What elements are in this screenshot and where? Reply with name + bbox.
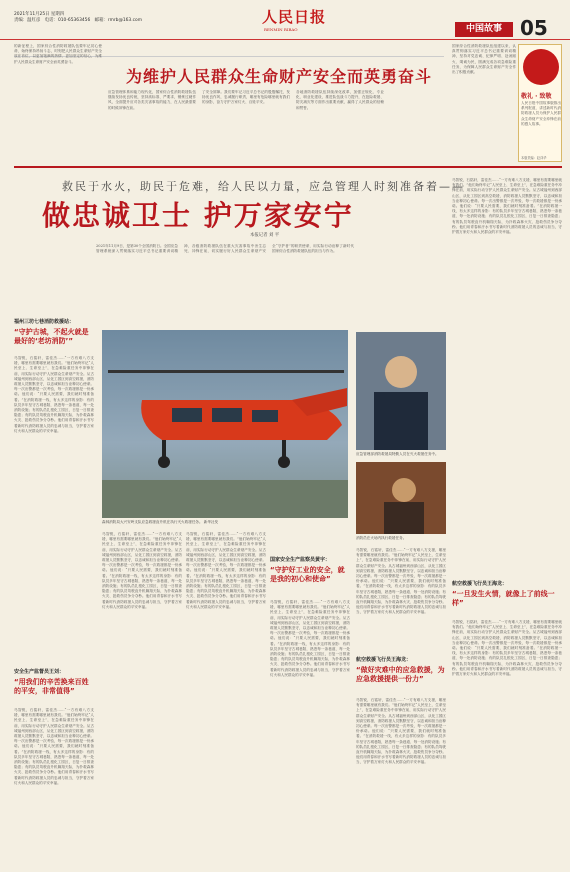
section-2-title: “用我们的辛苦换来百姓的平安，非常值得” [14, 678, 89, 695]
helicopter-photo [102, 330, 348, 518]
firefighter-illustration-2 [356, 462, 446, 534]
feature-headline: 做忠诚卫士 护万家安宁 [42, 199, 354, 232]
feature-body-col-6: 马智锐，石铭轩，雷佳杰……“一方有难八方支援，哪里有需要哪里就有我们。”他们始终牢记“人民至上、生命至上”，在急难险重任务中冲锋在前，用实际行动守护人民群众生命财产安全。从古城福州到西部山区，从化工园区到高空救援，消防救援人员默默坚守，以忠诚和担当诠释初心使命。每一次出警都是一次考验，每一次救援都是一份承诺。他们说：“只要人民需要，我们就时刻准备着。”在消防救援一线，有太多这样的身影：有的队员多年坚守古城巷陌，熟悉每一条巷道、每一处消防设施；有的队员扎根化工园区，日复一日排查隐患；有的队员驾驶直升机翱翔天际，为扑救森林火灾、抢救伤员争分夺秒。他们用青春和汗水书写着新时代消防救援人员的忠诚与担当，守护着万家灯火和人民群众的平安幸福。 [356, 698, 446, 765]
feature-body-col-7: 马智锐，石铭轩，雷佳杰……“一方有难八方支援，哪里有需要哪里就有我们。”他们始终牢记“人民至上、生命至上”，在急难险重任务中冲锋在前，用实际行动守护人民群众生命财产安全。从古城福州到西部山区，从化工园区到高空救援，消防救援人员默默坚守，以忠诚和担当诠释初心使命。每一次出警都是一次考验，每一次救援都是一份承诺。他们说：“只要人民需要，我们就时刻准备着。”在消防救援一线，有太多这样的身影：有的队员多年坚守古城巷陌，熟悉每一条巷道、每一处消防设施；有的队员扎根化工园区，日复一日排查隐患；有的队员驾驶直升机翱翔天际，为扑救森林火灾、抢救伤员争分夺秒。他们用青春和汗水书写着新时代消防救援人员的忠诚与担当，守护着万家灯火和人民群众的平安幸福。 [452, 178, 562, 235]
top-story-col-5: 国家综合性消防救援队伍组建以来，认真贯彻落实习近平总书记重要训词精神，坚持对党忠诚、纪律严明、赴汤蹈火、竭诚为民，圆满完成各项急难险重任务，为保障人民群众生命财产安全作出了积极贡献。 [452, 44, 516, 75]
top-story-col-1: 的新征程上，国家综合性消防救援队伍要牢记初心使命，始终保持昂扬斗志，时刻把人民群众生命财产安全放在首位，以更加饱满的热情、更加坚定的信心，为维护人民群众生命财产安全而英勇奋斗。 [14, 44, 102, 64]
section-5-tag: 航空救援飞行员王海龙： [452, 581, 508, 587]
promo-title: 敬礼 · 致敬 [521, 93, 552, 100]
section-5 [452, 580, 562, 608]
feature-body-col-1b: 马智锐，石铭轩，雷佳杰……“一方有难八方支援，哪里有需要哪里就有我们。”他们始终牢记“人民至上、生命至上”，在急难险重任务中冲锋在前，用实际行动守护人民群众生命财产安全。从古城福州到西部山区，从化工园区到高空救援，消防救援人员默默坚守，以忠诚和担当诠释初心使命。每一次出警都是一次考验，每一次救援都是一份承诺。他们说：“只要人民需要，我们就时刻准备着。”在消防救援一线，有太多这样的身影：有的队员多年坚守古城巷陌，熟悉每一条巷道、每一处消防设施；有的队员扎根化工园区，日复一日排查隐患；有的队员驾驶直升机翱翔天际，为扑救森林火灾、抢救伤员争分夺秒。他们用青春和汗水书写着新时代消防救援人员的忠诚与担当，守护着万家灯火和人民群众的平安幸福。 [14, 708, 94, 785]
section-4-tag: 航空救援飞行员王海龙： [356, 657, 412, 663]
top-headline: 为维护人民群众生命财产安全而英勇奋斗 [125, 67, 432, 86]
promo-text: 人民日报中国故事版推出系列报道，讲述新时代消防救援人员为保护人民群众生命财产安全冲锋在前的感人故事。 [521, 101, 561, 126]
feature-intro: 2021年11月9日，是第30个全国消防日。全国应急管理系统深入贯彻落实习近平总书记重要训词精神，各级消防救援队伍在重大灾害事故中舍生忘死、冲锋在前，切实履行好人民群众生命财产安全“守护者”的职责使命，用实际行动诠释了新时代国家综合性消防救援队伍的担当与作为。 [96, 244, 354, 254]
firefighter-portrait-2 [356, 462, 446, 534]
editor-credit: 责编：温红彦 [14, 18, 41, 23]
newspaper-logo-sub: RENMIN RIBAO [264, 27, 298, 32]
section-4-title: “做好灾难中的应急救援，为应急救援提供一份力” [356, 666, 445, 683]
section-3-tag: 国家安全生产监察员黄宇： [270, 557, 331, 563]
top-story-col-4: 各地消防救援队伍持续深化改革，加强正规化、专业化、职业化建设，推进队伍战斗力提升，在抢险救援、防灾减灾等方面作出重要贡献，赢得了人民群众的信赖和赞誉。 [296, 90, 384, 110]
top-story-col-2: 应急管理体系和能力现代化，国家综合性消防救援队伍继续发扬优良传统，坚持高标准、严要求，锤炼过硬作风，全面提升应对各类灾害事故的能力，在人民最需要的时候冲锋在前。 [108, 90, 196, 110]
phone-number: 电话：010-65363456 [44, 18, 91, 23]
portrait-caption-1: 应急管理部消防救援局特勤人员在灭火救援任务中。 [356, 452, 439, 456]
section-5-title: “一旦发生火情，就像上了前线一样” [452, 590, 555, 607]
section-divider [14, 166, 562, 168]
section-4 [356, 656, 446, 684]
salute-emblem-icon [523, 49, 559, 85]
section-2-tag: 安全生产监督员王刘： [14, 669, 65, 675]
section-title: 中国故事 [455, 22, 513, 37]
section-3-title: “守护好工业的安全，就是我的初心和使命” [270, 566, 345, 583]
section-1 [14, 318, 94, 346]
promo-box [518, 44, 562, 162]
section-1-title: “守护古城，不起火就是最好的‘老坊消防’” [14, 328, 89, 345]
feature-kicker: 救民于水火，助民于危难，给人民以力量，应急管理人时刻准备着—— [62, 180, 465, 193]
section-3 [270, 556, 350, 584]
feature-byline: 本报记者 刘 平 [250, 233, 280, 238]
portrait-caption-2: 消防员在火场内执行救援任务。 [356, 536, 407, 540]
helicopter-illustration [102, 330, 348, 518]
feature-body-col-8: 马智锐，石铭轩，雷佳杰……“一方有难八方支援，哪里有需要哪里就有我们。”他们始终牢记“人民至上、生命至上”，在急难险重任务中冲锋在前，用实际行动守护人民群众生命财产安全。从古城福州到西部山区，从化工园区到高空救援，消防救援人员默默坚守，以忠诚和担当诠释初心使命。每一次出警都是一次考验，每一次救援都是一份承诺。他们说：“只要人民需要，我们就时刻准备着。”在消防救援一线，有太多这样的身影：有的队员多年坚守古城巷陌，熟悉每一条巷道、每一处消防设施；有的队员扎根化工园区，日复一日排查隐患；有的队员驾驶直升机翱翔天际，为扑救森林火灾、抢救伤员争分夺秒。他们用青春和汗水书写着新时代消防救援人员的忠诚与担当，守护着万家灯火和人民群众的平安幸福。 [452, 620, 562, 677]
feature-body-col-1: 马智锐，石铭轩，雷佳杰……“一方有难八方支援，哪里有需要哪里就有我们。”他们始终牢记“人民至上、生命至上”，在急难险重任务中冲锋在前，用实际行动守护人民群众生命财产安全。从古城福州到西部山区，从化工园区到高空救援，消防救援人员默默坚守，以忠诚和担当诠释初心使命。每一次出警都是一次考验，每一次救援都是一份承诺。他们说：“只要人民需要，我们就时刻准备着。”在消防救援一线，有太多这样的身影：有的队员多年坚守古城巷陌，熟悉每一条巷道、每一处消防设施；有的队员扎根化工园区，日复一日排查隐患；有的队员驾驶直升机翱翔天际，为扑救森林火灾、抢救伤员争分夺秒。他们用青春和汗水书写着新时代消防救援人员的忠诚与担当，守护着万家灯火和人民群众的平安幸福。 [14, 356, 94, 433]
masthead-meta [14, 12, 142, 24]
top-story-col-3: 了安全屏障。我们要牢记习近平总书记的殷殷嘱托，发扬优良作风，忠诚履行职责，哪里有危险哪里就有我们的身影，奋力守护万家灯火、百姓平安。 [202, 90, 290, 105]
section-2 [14, 668, 94, 696]
firefighter-portrait-1 [356, 332, 446, 450]
page-number: 05 [520, 16, 548, 40]
section-1-tag: 福州三坊七巷消防救援站： [14, 319, 75, 325]
firefighter-illustration-1 [356, 332, 446, 450]
issue-date: 2021年11月25日 星期四 [14, 12, 65, 17]
newspaper-logo: 人民日报 [262, 8, 327, 26]
feature-body-col-2: 马智锐，石铭轩，雷佳杰……“一方有难八方支援，哪里有需要哪里就有我们。”他们始终牢记“人民至上、生命至上”，在急难险重任务中冲锋在前，用实际行动守护人民群众生命财产安全。从古城福州到西部山区，从化工园区到高空救援，消防救援人员默默坚守，以忠诚和担当诠释初心使命。每一次出警都是一次考验，每一次救援都是一份承诺。他们说：“只要人民需要，我们就时刻准备着。”在消防救援一线，有太多这样的身影：有的队员多年坚守古城巷陌，熟悉每一条巷道、每一处消防设施；有的队员扎根化工园区，日复一日排查隐患；有的队员驾驶直升机翱翔天际，为扑救森林火灾、抢救伤员争分夺秒。他们用青春和汗水书写着新时代消防救援人员的忠诚与担当，守护着万家灯火和人民群众的平安幸福。 [102, 532, 182, 609]
feature-body-col-3: 马智锐，石铭轩，雷佳杰……“一方有难八方支援，哪里有需要哪里就有我们。”他们始终牢记“人民至上、生命至上”，在急难险重任务中冲锋在前，用实际行动守护人民群众生命财产安全。从古城福州到西部山区，从化工园区到高空救援，消防救援人员默默坚守，以忠诚和担当诠释初心使命。每一次出警都是一次考验，每一次救援都是一份承诺。他们说：“只要人民需要，我们就时刻准备着。”在消防救援一线，有太多这样的身影：有的队员多年坚守古城巷陌，熟悉每一条巷道、每一处消防设施；有的队员扎根化工园区，日复一日排查隐患；有的队员驾驶直升机翱翔天际，为扑救森林火灾、抢救伤员争分夺秒。他们用青春和汗水书写着新时代消防救援人员的忠诚与担当，守护着万家灯火和人民群众的平安幸福。 [186, 532, 266, 609]
helicopter-caption: 森林消防局大兴安岭支队应急救援直升机在执行灭火救援任务。 新华社发 [102, 520, 219, 524]
feature-body-col-4: 马智锐，石铭轩，雷佳杰……“一方有难八方支援，哪里有需要哪里就有我们。”他们始终牢记“人民至上、生命至上”，在急难险重任务中冲锋在前，用实际行动守护人民群众生命财产安全。从古城福州到西部山区，从化工园区到高空救援，消防救援人员默默坚守，以忠诚和担当诠释初心使命。每一次出警都是一次考验，每一次救援都是一份承诺。他们说：“只要人民需要，我们就时刻准备着。”在消防救援一线，有太多这样的身影：有的队员多年坚守古城巷陌，熟悉每一条巷道、每一处消防设施；有的队员扎根化工园区，日复一日排查隐患；有的队员驾驶直升机翱翔天际，为扑救森林火灾、抢救伤员争分夺秒。他们用青春和汗水书写着新时代消防救援人员的忠诚与担当，守护着万家灯火和人民群众的平安幸福。 [270, 600, 350, 677]
feature-body-col-5: 马智锐，石铭轩，雷佳杰……“一方有难八方支援，哪里有需要哪里就有我们。”他们始终牢记“人民至上、生命至上”，在急难险重任务中冲锋在前，用实际行动守护人民群众生命财产安全。从古城福州到西部山区，从化工园区到高空救援，消防救援人员默默坚守，以忠诚和担当诠释初心使命。每一次出警都是一次考验，每一次救援都是一份承诺。他们说：“只要人民需要，我们就时刻准备着。”在消防救援一线，有太多这样的身影：有的队员多年坚守古城巷陌，熟悉每一条巷道、每一处消防设施；有的队员扎根化工园区，日复一日排查隐患；有的队员驾驶直升机翱翔天际，为扑救森林火灾、抢救伤员争分夺秒。他们用青春和汗水书写着新时代消防救援人员的忠诚与担当，守护着万家灯火和人民群众的平安幸福。 [356, 548, 446, 615]
promo-editor: 本版责编：赵泽华 [521, 156, 547, 160]
newspaper-header [0, 0, 570, 40]
email-address: 邮箱：rmrb@163.com [94, 18, 142, 23]
